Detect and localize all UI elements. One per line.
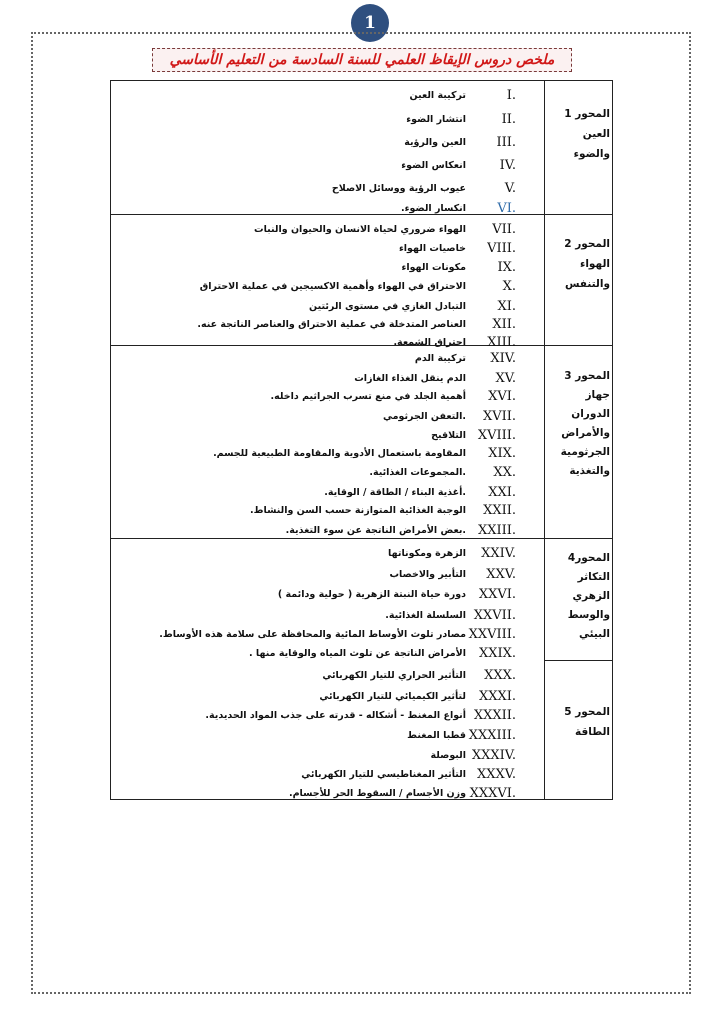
lesson-number: XI. <box>497 299 516 314</box>
lesson-number: IX. <box>497 260 516 275</box>
lesson-title: التأبير والاخصاب <box>389 569 466 580</box>
lesson-number: I. <box>506 88 516 103</box>
lesson-title: عيوب الرؤية ووسائل الاصلاح <box>331 183 466 194</box>
axis-cell-1 <box>546 104 610 164</box>
lesson-title: تركيبة الدم <box>414 353 466 364</box>
lesson-number: XXXIV. <box>471 748 516 763</box>
lesson-title: السلسلة الغذائية. <box>385 610 466 621</box>
lesson-title: الاحتراق في الهواء وأهمية الاكسيجين في عملية الاحتراق <box>199 281 466 292</box>
axis-cell-5 <box>546 702 610 742</box>
lesson-number: XX. <box>493 465 516 480</box>
column-divider <box>544 80 545 800</box>
lesson-number: XVIII. <box>477 428 516 443</box>
lesson-title: الهواء ضروري لحياة الانسان والحيوان والنبات <box>254 224 466 235</box>
lesson-number: X. <box>502 279 516 294</box>
lesson-number: XXVI. <box>478 587 516 602</box>
lesson-title: الزهرة ومكوناتها <box>388 548 466 559</box>
lesson-title: خاصيات الهواء <box>398 243 466 254</box>
axis-cell-3 <box>546 366 610 481</box>
lesson-title: .بعض الأمراض الناتجة عن سوء التغذية. <box>285 525 466 536</box>
axis-cell-4 <box>546 548 610 644</box>
axis-label: المحور 5 <box>564 706 610 718</box>
lesson-title: وزن الأجسام / السقوط الحر للأجسام. <box>288 788 466 799</box>
lesson-number: V. <box>504 181 516 196</box>
lesson-title: التأثير الحراري للتيار الكهربائي <box>322 670 466 681</box>
lesson-number: XIII. <box>487 335 516 350</box>
lesson-title: .أغذية البناء / الطاقة / الوقاية. <box>324 487 466 498</box>
lesson-title: .التعفن الجرثومي <box>383 411 466 422</box>
lesson-number: VIII. <box>487 241 516 256</box>
lesson-number: VII. <box>492 222 516 237</box>
lesson-title: احتراق الشمعة. <box>393 337 466 348</box>
axis-label: المحور4 <box>567 552 610 564</box>
lesson-title: التبادل الغازي في مستوى الرئتين <box>309 301 466 312</box>
lesson-number: XXVII. <box>473 608 516 623</box>
lesson-number: XII. <box>492 317 516 332</box>
lesson-title: انكسار الضوء. <box>401 203 466 214</box>
row-divider <box>544 345 613 346</box>
axis-name: الهواء والتنفس <box>564 258 610 290</box>
lesson-number: III. <box>496 135 516 150</box>
axis-name: التكاثر الزهري والوسط البيئي <box>567 571 610 640</box>
lesson-title: قطبا المغنط <box>407 730 466 741</box>
axis-name: العين والضوء <box>573 128 610 160</box>
lesson-title: التأثير المغناطيسي للتيار الكهربائي <box>301 769 466 780</box>
lesson-title: العين والرؤية <box>404 137 466 148</box>
lesson-number: XVII. <box>482 409 516 424</box>
lesson-title: التلاقيح <box>431 430 466 441</box>
lesson-title: أنواع المغنط - أشكاله - قدرته على جذب المواد الحديدية. <box>205 710 466 721</box>
lesson-number: XVI. <box>488 389 516 404</box>
axis-label: المحور 2 <box>564 238 610 250</box>
lesson-number: XXIII. <box>477 523 516 538</box>
axis-cell-2 <box>546 234 610 294</box>
lesson-number: VI. <box>497 201 516 216</box>
lesson-number: XXXIII. <box>468 728 516 743</box>
lesson-title: الدم ينقل الغذاء الغازات <box>354 373 466 384</box>
lesson-number: IV. <box>499 158 516 173</box>
row-divider <box>110 538 544 539</box>
lesson-title: الوجبة الغذائية المتوازنة حسب السن والنشاط. <box>250 505 466 516</box>
lesson-number: XV. <box>495 371 516 386</box>
lesson-title: انتشار الضوء <box>406 114 466 125</box>
lesson-number: XXIX. <box>478 646 516 661</box>
axis-name: الطاقة <box>575 726 610 738</box>
lesson-number: II. <box>501 112 516 127</box>
lesson-number: XXI. <box>488 485 516 500</box>
lesson-number: XXX. <box>484 668 516 683</box>
lesson-title: العناصر المتدخلة في عملية الاحتراق والعناصر الناتجة عنه. <box>197 319 466 330</box>
lesson-title: المقاومة باستعمال الأدوية والمقاومة الطبيعية للجسم. <box>213 448 466 459</box>
lesson-title: لتأثير الكيميائي للتيار الكهربائي <box>319 691 466 702</box>
axis-name: جهاز الدوران والأمراض الجرثومية والتغذية <box>560 389 610 477</box>
lesson-number: XXV. <box>486 567 516 582</box>
lesson-number: XXVIII. <box>468 627 516 642</box>
lesson-number: XXII. <box>483 503 516 518</box>
lesson-title: الأمراض الناتجة عن تلوث المياه والوقاية منها . <box>249 648 466 659</box>
lesson-number: XIV. <box>490 351 516 366</box>
axis-label: المحور 1 <box>564 108 610 120</box>
lesson-number: XXXI. <box>478 689 516 704</box>
lesson-title: مكونات الهواء <box>401 262 466 273</box>
lesson-title: .المجموعات الغذائية. <box>369 467 466 478</box>
row-divider <box>544 538 613 539</box>
lesson-title: مصادر تلوث الأوساط المائية والمحافظة على سلامة هذه الأوساط. <box>159 629 466 640</box>
row-divider <box>544 660 613 661</box>
page-title: ملخص دروس الإيقاظ العلمي للسنة السادسة من التعليم الأساسي <box>169 52 555 68</box>
lesson-number: XIX. <box>488 446 516 461</box>
lesson-title: البوصلة <box>430 750 466 761</box>
lesson-title: دورة حياة النبتة الزهرية ( حولية ودائمة ) <box>277 589 466 600</box>
title-box <box>152 48 572 72</box>
lesson-number: XXXVI. <box>469 786 516 801</box>
lesson-number: XXXV. <box>476 767 516 782</box>
lesson-title: أهمية الجلد في منع تسرب الجراثيم داخله. <box>270 391 466 402</box>
page-number-badge: 1 <box>351 4 389 42</box>
lesson-number: XXXII. <box>473 708 516 723</box>
lesson-title: انعكاس الضوء <box>401 160 466 171</box>
lesson-title: تركيبة العين <box>409 90 466 101</box>
axis-label: المحور 3 <box>564 370 610 382</box>
row-divider <box>544 214 613 215</box>
lesson-number: XXIV. <box>481 546 516 561</box>
